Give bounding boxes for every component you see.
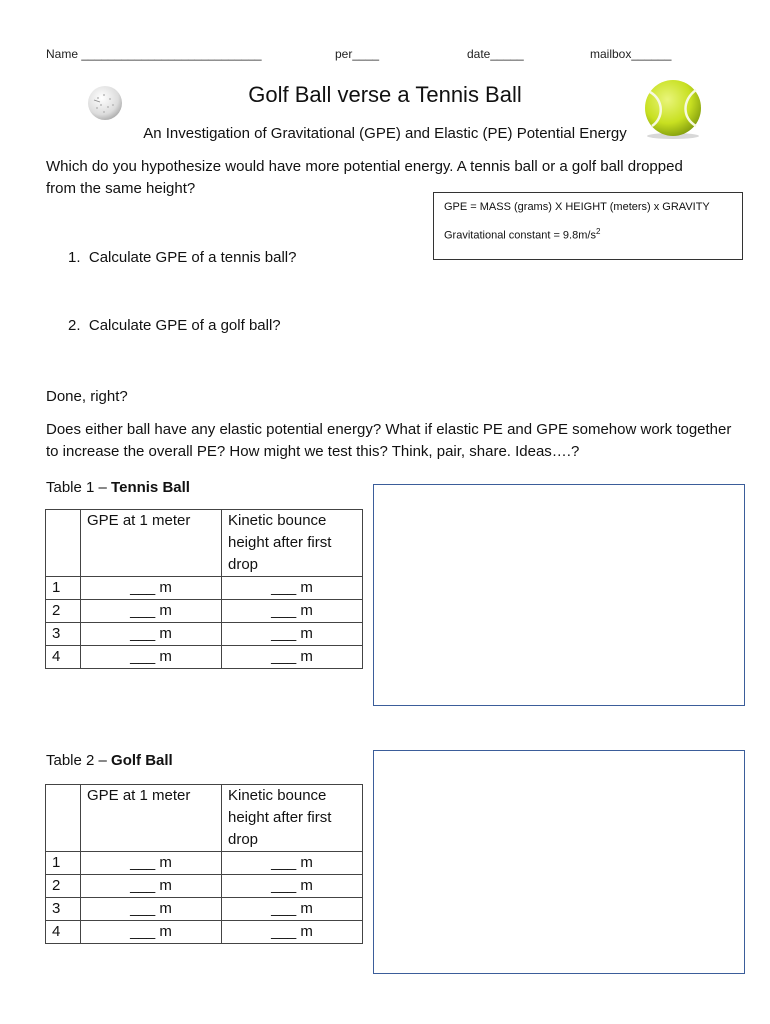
golf-ball-drawing-box[interactable] (373, 750, 745, 974)
table-corner-cell (46, 785, 81, 852)
gpe-cell[interactable]: ___ m (81, 623, 222, 646)
golf-ball-table (45, 784, 363, 944)
row-index: 2 (46, 875, 81, 898)
table-header-row (46, 785, 363, 852)
date-field[interactable]: date_____ (467, 47, 524, 61)
done-text: Done, right? (46, 388, 128, 405)
elastic-question: Does either ball have any elastic potential energy? What if elastic PE and GPE somehow work together to increase the overall PE? How might we test this? Think, pair, share. Ideas….? (46, 421, 732, 460)
row-index: 4 (46, 646, 81, 669)
table-row (46, 852, 363, 875)
question-2: 2. Calculate GPE of a golf ball? (68, 317, 281, 334)
table-1-caption: Table 1 – Tennis Ball (46, 479, 190, 496)
mailbox-field[interactable]: mailbox______ (590, 47, 672, 61)
table-row (46, 623, 363, 646)
bounce-cell[interactable]: ___ m (222, 646, 363, 669)
table-row (46, 646, 363, 669)
bounce-cell[interactable]: ___ m (222, 921, 363, 944)
bounce-cell[interactable]: ___ m (222, 577, 363, 600)
table-corner-cell (46, 510, 81, 577)
page-title: Golf Ball verse a Tennis Ball (248, 82, 522, 107)
bounce-cell[interactable]: ___ m (222, 898, 363, 921)
gravity-constant: Gravitational constant = $9.8m/s^2$ (444, 227, 601, 242)
table-2-caption: Table 2 – Golf Ball (46, 752, 173, 769)
col-gpe-header: GPE at 1 meter (81, 510, 222, 577)
subtitle: An Investigation of Gravitational (GPE) and Elastic (PE) Potential Energy (143, 125, 627, 142)
tennis-ball-table (45, 509, 363, 669)
gpe-cell[interactable]: ___ m (81, 875, 222, 898)
table-row (46, 875, 363, 898)
row-index: 1 (46, 852, 81, 875)
table-row (46, 577, 363, 600)
bounce-cell[interactable]: ___ m (222, 875, 363, 898)
row-index: 4 (46, 921, 81, 944)
row-index: 2 (46, 600, 81, 623)
gpe-formula: GPE = MASS (grams) X HEIGHT (meters) x GRAVITY (444, 201, 710, 213)
col-bounce-header: Kinetic bounce height after first drop (222, 785, 363, 852)
gpe-cell[interactable]: ___ m (81, 646, 222, 669)
hypothesis-question: Which do you hypothesize would have more potential energy. A tennis ball or a golf ball dropped from the same height? (46, 158, 683, 197)
bounce-cell[interactable]: ___ m (222, 852, 363, 875)
table-row (46, 898, 363, 921)
gpe-cell[interactable]: ___ m (81, 600, 222, 623)
row-index: 1 (46, 577, 81, 600)
formula-box (433, 192, 743, 260)
table-row (46, 921, 363, 944)
col-bounce-header: Kinetic bounce height after first drop (222, 510, 363, 577)
period-field[interactable]: per____ (335, 47, 380, 61)
tennis-ball-drawing-box[interactable] (373, 484, 745, 706)
table-row (46, 600, 363, 623)
row-index: 3 (46, 898, 81, 921)
table-header-row (46, 510, 363, 577)
name-field[interactable]: Name ___________________________ (46, 47, 262, 61)
col-gpe-header: GPE at 1 meter (81, 785, 222, 852)
row-index: 3 (46, 623, 81, 646)
gpe-cell[interactable]: ___ m (81, 852, 222, 875)
gpe-cell[interactable]: ___ m (81, 921, 222, 944)
bounce-cell[interactable]: ___ m (222, 600, 363, 623)
gpe-cell[interactable]: ___ m (81, 577, 222, 600)
gpe-cell[interactable]: ___ m (81, 898, 222, 921)
question-1: 1. Calculate GPE of a tennis ball? (68, 249, 297, 266)
bounce-cell[interactable]: ___ m (222, 623, 363, 646)
